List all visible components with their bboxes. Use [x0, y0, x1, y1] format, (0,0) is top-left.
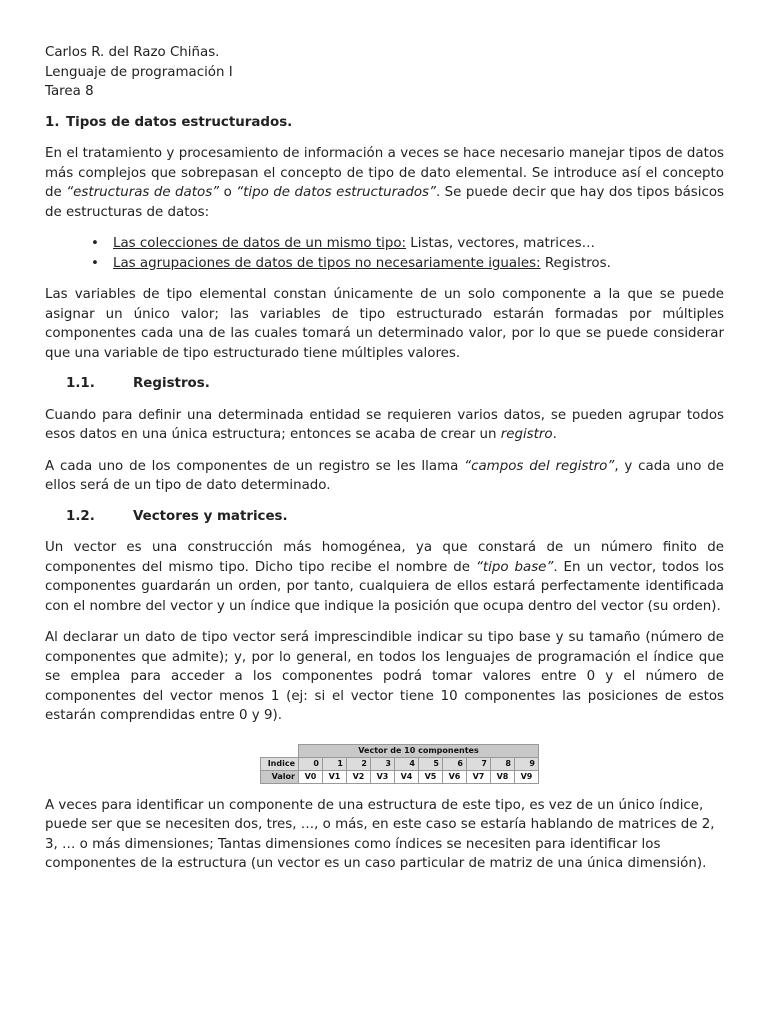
bullet-list [45, 234, 724, 273]
bullet-icon: • [91, 236, 99, 251]
section-1-2-heading [45, 507, 724, 527]
table-cell: V2 [347, 770, 371, 783]
section-1-2-number: 1.2. [66, 508, 95, 524]
emphasis-text: “tipo base” [475, 559, 554, 575]
table-cell: 6 [443, 757, 467, 770]
table-cell: 4 [395, 757, 419, 770]
section-1-title: Tipos de datos estructurados. [66, 114, 293, 130]
table-cell: 8 [491, 757, 515, 770]
table-cell: 3 [371, 757, 395, 770]
table-cell: 7 [467, 757, 491, 770]
section-1-1-paragraph-2 [45, 457, 724, 496]
table-cell: V8 [491, 770, 515, 783]
table-cell: 2 [347, 757, 371, 770]
assignment-label: Tarea 8 [45, 84, 94, 99]
emphasis-text: registro [500, 427, 553, 442]
section-1-paragraph-2: Las variables de tipo elemental constan únicamente de un solo componente a la que se puede asignar un único valor; las variables de tipo estructurado estarán formadas por múltiples componentes cada una de las cuales tomará un determinado valor, por lo que se puede considerar que una variable de tipo estructurado tiene múltiples valores. [45, 287, 724, 361]
table-cell: 9 [515, 757, 539, 770]
section-1-1-paragraph-1 [45, 406, 724, 445]
text-run: A cada uno de los componentes de un registro se les llama [45, 458, 465, 474]
section-1-number: 1. [45, 114, 60, 130]
table-cell: V9 [515, 770, 539, 783]
text-run: Un vector es una construcción más homogénea, ya que constará de un número finito de componentes del mismo tipo. Dicho tipo recibe el nombre de [45, 540, 724, 575]
table-cell: 1 [323, 757, 347, 770]
underlined-text: Las agrupaciones de datos de tipos no necesariamente iguales: [113, 255, 541, 271]
table-row-value [261, 770, 539, 783]
author-name: Carlos R. del Razo Chiñas. [45, 45, 220, 60]
bullet-icon: • [91, 255, 99, 271]
text-run: En el tratamiento y procesamiento de información a veces se hace necesario manejar tipos de datos más complejos que sobrepasan el concepto de tipo de dato elemental. Se introduce así el concepto de [45, 146, 724, 200]
index-label: Indice [261, 757, 299, 770]
table-cell: V1 [323, 770, 347, 783]
emphasis-text: “tipo de datos estructurados” [236, 185, 436, 200]
table-cell: 5 [419, 757, 443, 770]
list-item [91, 234, 724, 254]
text-run: . Se puede decir que hay dos tipos básicos de estructuras de datos: [45, 185, 724, 220]
section-1-2-paragraph-3: A veces para identificar un componente de una estructura de este tipo, es vez de un único índice, puede ser que se necesiten dos, tres, …, o más, en este caso se estaría hablando de matrices de 2, 3, … o más dimensiones; Tantas dimensiones como índices se necesiten para identificar los componentes de la estructura (un vector es un caso particular de matriz de una única dimensión). [45, 797, 715, 871]
table-cell: 0 [299, 757, 323, 770]
table-cell: V3 [371, 770, 395, 783]
section-1-2-paragraph-2: Al declarar un dato de tipo vector será imprescindible indicar su tipo base y su tamaño (número de componentes que admite); y, por lo general, en todos los lenguajes de programación el índice que se emplea para acceder a los componentes podrá tomar valores entre 0 y el número de componentes del vector menos 1 (ej: si el vector tiene 10 componentes las posiciones de estos estarán comprendidas entre 0 y 9). [45, 630, 724, 723]
emphasis-text: “estructuras de datos” [66, 185, 220, 200]
table-corner [261, 744, 299, 757]
section-1-heading [45, 113, 724, 133]
section-1-1-number: 1.1. [66, 376, 95, 391]
text-run: Cuando para definir una determinada entidad se requieren varios datos, se pueden agrupar todos esos datos en una única estructura; entonces se acaba de crear un [45, 407, 724, 442]
text-run: . En un vector, todos los componentes guardarán un orden, por tanto, cualquiera de ellos estará perfectamente identificada con el nombre del vector y un índice que indique la posición que ocupa dentro del vector (su orden). [45, 559, 724, 614]
table-cell: V0 [299, 770, 323, 783]
section-1-paragraph-1 [45, 144, 724, 222]
text-run: o [219, 185, 237, 200]
section-1-1-title: Registros. [133, 376, 210, 391]
value-label: Valor [261, 770, 299, 783]
text-run: Registros. [540, 255, 611, 271]
vector-table-wrapper [45, 744, 724, 784]
table-cell: V5 [419, 770, 443, 783]
text-run: Listas, vectores, matrices… [406, 236, 595, 251]
text-run: . [552, 427, 557, 442]
emphasis-text: “campos del registro” [464, 458, 615, 474]
document-header [45, 43, 724, 102]
table-cell: V6 [443, 770, 467, 783]
table-caption-row [261, 744, 539, 757]
section-1-1-heading [45, 374, 724, 394]
course-name: Lenguaje de programación I [45, 64, 233, 80]
list-item [91, 254, 724, 274]
table-row-index [261, 757, 539, 770]
text-run: , y cada uno de ellos será de un tipo de dato determinado. [45, 458, 724, 493]
section-1-2-title: Vectores y matrices. [133, 508, 288, 524]
vector-table [260, 744, 539, 784]
table-cell: V7 [467, 770, 491, 783]
table-caption: Vector de 10 componentes [299, 744, 539, 757]
underlined-text: Las colecciones de datos de un mismo tipo: [113, 236, 407, 251]
section-1-2-paragraph-1 [45, 538, 724, 616]
table-cell: V4 [395, 770, 419, 783]
